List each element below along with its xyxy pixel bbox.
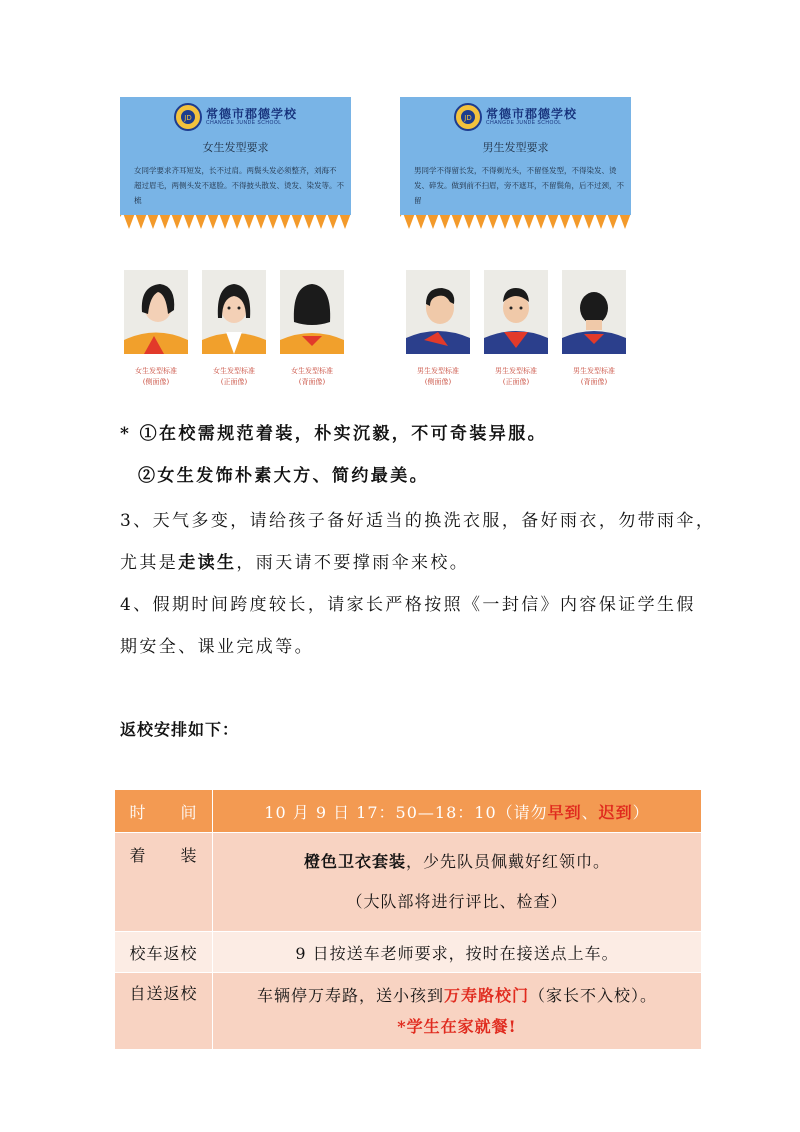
boy-front-photo bbox=[484, 270, 548, 354]
school-name-cn: 常德市郡德学校 bbox=[485, 107, 577, 121]
girl-back-photo bbox=[280, 270, 344, 354]
weather-notice-line-1: 3、天气多变，请给孩子备好适当的换洗衣服，备好雨衣，勿带雨伞， bbox=[120, 511, 716, 531]
school-name-en: CHANGDE JUNDE SCHOOL bbox=[485, 120, 562, 126]
bus-label: 校车返校 bbox=[115, 932, 213, 973]
caption-line: 男生发型标准 bbox=[495, 367, 537, 375]
girl-side-photo bbox=[124, 270, 188, 354]
caption-line: 女生发型标准 bbox=[213, 367, 255, 375]
time-label: 时 间 bbox=[115, 790, 213, 833]
caption-line: (背面像) bbox=[580, 378, 608, 386]
gate-emphasis: 万寿路校门 bbox=[443, 986, 529, 1005]
return-arrangement-table bbox=[114, 789, 702, 1050]
hair-accessory-rule-line: ②女生发饰朴素大方、简约最美。 bbox=[138, 466, 429, 486]
school-name-cn: 常德市郡德学校 bbox=[205, 107, 297, 121]
holiday-notice-line-2: 期安全、课业完成等。 bbox=[120, 637, 314, 657]
card-title: 男生发型要求 bbox=[482, 141, 549, 154]
boys-hair-card bbox=[400, 97, 631, 231]
text-span: 尤其是 bbox=[120, 553, 179, 573]
dress-note: （大队部将进行评比、检查） bbox=[346, 892, 568, 911]
time-value bbox=[213, 790, 702, 833]
table-row-time bbox=[115, 790, 702, 833]
girls-hair-card bbox=[120, 97, 351, 231]
school-logo bbox=[120, 103, 351, 131]
text-span: ，雨天请不要撑雨伞来校。 bbox=[236, 553, 470, 573]
caption-line: 女生发型标准 bbox=[291, 367, 333, 375]
text-span: 、 bbox=[581, 802, 599, 822]
photo-caption bbox=[554, 366, 634, 388]
school-name-en: CHANGDE JUNDE SCHOOL bbox=[205, 120, 282, 126]
zigzag-border bbox=[400, 211, 631, 231]
return-arrangement-heading: 返校安排如下： bbox=[120, 720, 240, 739]
caption-line: (正面像) bbox=[502, 378, 530, 386]
dress-label: 着 装 bbox=[115, 833, 213, 932]
text-span: 车辆停万寿路，送小孩到 bbox=[256, 986, 444, 1005]
text-span: （家长不入校）。 bbox=[529, 986, 658, 1005]
caption-line: (背面像) bbox=[298, 378, 326, 386]
caption-line: 男生发型标准 bbox=[417, 367, 459, 375]
photo-caption bbox=[194, 366, 274, 388]
weather-notice-line-2 bbox=[120, 548, 469, 573]
bus-value: 9 日按送车老师要求，按时在接送点上车。 bbox=[213, 932, 702, 973]
table-row-bus bbox=[115, 932, 702, 973]
card-line: 女同学要求齐耳短发，长不过肩。两鬓头发必须整齐，刘海不 bbox=[134, 166, 337, 175]
girl-front-photo bbox=[202, 270, 266, 354]
no-late-emphasis: 迟到 bbox=[598, 802, 633, 822]
svg-text:JD: JD bbox=[184, 114, 192, 122]
orange-uniform-emphasis: 橙色卫衣套装 bbox=[303, 852, 406, 871]
photo-caption bbox=[116, 366, 196, 388]
school-logo bbox=[400, 103, 631, 131]
dress-rule-line: * ①在校需规范着装，朴实沉毅，不可奇装异服。 bbox=[120, 424, 548, 444]
card-line: 男同学不得留长发，不得剃光头，不留怪发型，不得染发、烫 bbox=[414, 166, 617, 175]
photo-caption bbox=[398, 366, 478, 388]
table-row-self-drop bbox=[115, 973, 702, 1050]
caption-line: 女生发型标准 bbox=[135, 367, 177, 375]
photo-caption bbox=[272, 366, 352, 388]
caption-line: (正面像) bbox=[220, 378, 248, 386]
boy-back-photo bbox=[562, 270, 626, 354]
eat-at-home-note: *学生在家就餐! bbox=[397, 1017, 517, 1036]
school-emblem-icon bbox=[174, 103, 202, 131]
table-row-dress bbox=[115, 833, 702, 932]
dress-value bbox=[213, 833, 702, 932]
caption-line: (侧面像) bbox=[142, 378, 170, 386]
text-span: 10 月 9 日 17：50—18：10（请勿 bbox=[264, 802, 548, 822]
caption-line: 男生发型标准 bbox=[573, 367, 615, 375]
zigzag-border bbox=[120, 211, 351, 231]
school-emblem-icon bbox=[454, 103, 482, 131]
card-line: 超过眉毛，两侧头发不遮脸。不得披头散发、烫发、染发等。不梳 bbox=[134, 181, 344, 205]
boy-side-photo bbox=[406, 270, 470, 354]
card-line: 发、碎发。做到前不扫眉，旁不遮耳，不留鬓角，后不过颈，不留 bbox=[414, 181, 624, 205]
svg-text:JD: JD bbox=[464, 114, 472, 122]
self-drop-value bbox=[213, 973, 702, 1050]
holiday-notice-line-1: 4、假期时间跨度较长，请家长严格按照《一封信》内容保证学生假 bbox=[120, 595, 696, 615]
self-drop-label: 自送返校 bbox=[115, 973, 213, 1050]
caption-line: (侧面像) bbox=[424, 378, 452, 386]
no-early-emphasis: 早到 bbox=[547, 802, 582, 822]
day-student-emphasis: 走读生 bbox=[178, 553, 237, 573]
text-span: ，少先队员佩戴好红领巾。 bbox=[406, 852, 611, 871]
card-title: 女生发型要求 bbox=[202, 141, 269, 154]
text-span: ） bbox=[632, 802, 650, 822]
photo-caption bbox=[476, 366, 556, 388]
